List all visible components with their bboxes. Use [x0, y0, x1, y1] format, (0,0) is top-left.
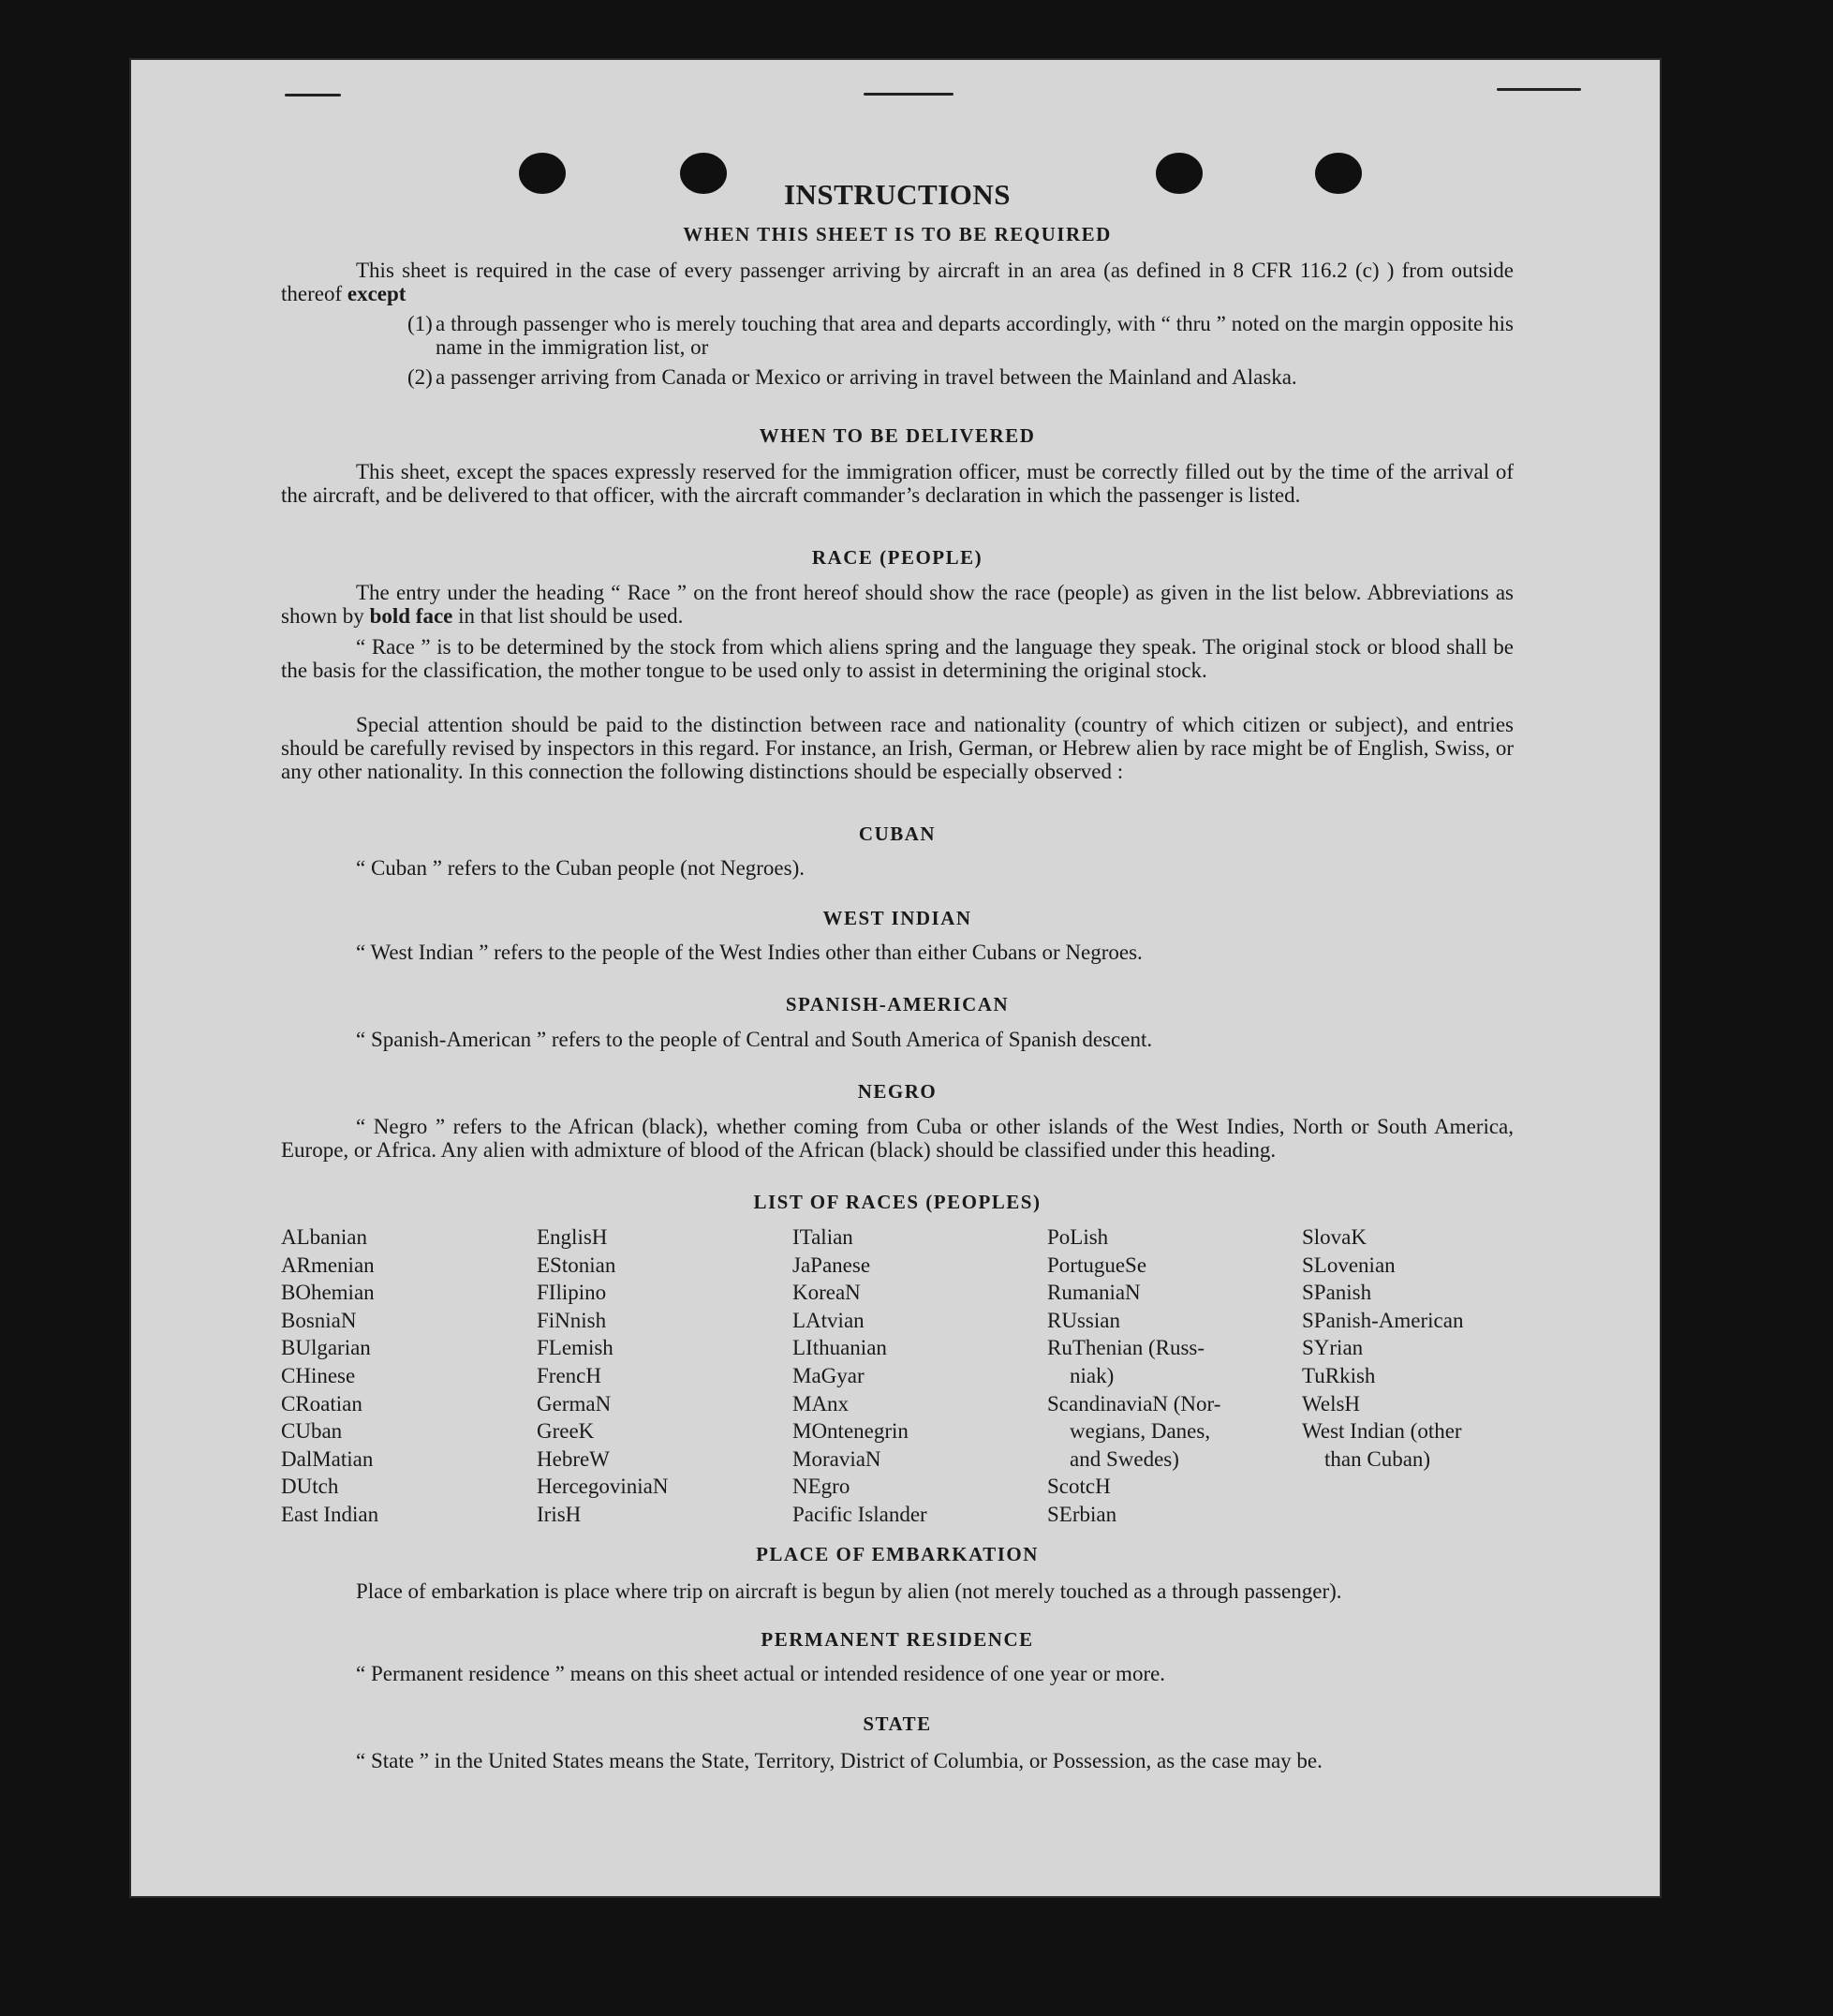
- race-entry: BUlgarian: [281, 1336, 371, 1360]
- race-entry: SYrian: [1302, 1336, 1364, 1360]
- race-entry: SlovaK: [1302, 1225, 1367, 1249]
- race-entry: SPanish-American: [1302, 1308, 1464, 1332]
- race-entry-continued: wegians, Danes,: [1070, 1419, 1211, 1444]
- race-entry: Pacific Islander: [792, 1502, 927, 1526]
- race-entry: ARmenian: [281, 1253, 375, 1277]
- race-entry: TuRkish: [1302, 1363, 1376, 1387]
- race-entry: EStonian: [537, 1253, 616, 1277]
- race-paragraph-3: Special attention should be paid to the distinction between race and nationality (country of which citizen or subject), and entries should be carefully revised by inspectors in this regard. For instance, an Irish, German, or Hebrew alien by race might be of English, Swiss, or any other nationality. In this connection the following distinctions should be especially observed :: [281, 713, 1514, 783]
- race-entry: JaPanese: [792, 1253, 871, 1277]
- race-entry: NEgro: [792, 1475, 850, 1499]
- required-intro-text: This sheet is required in the case of every passenger arriving by aircraft in an area (as defined in 8 CFR 116.2 (c) ) from outside thereof: [281, 259, 1514, 305]
- race-entry-continued: than Cuban): [1324, 1446, 1431, 1471]
- residence-text: “ Permanent residence ” means on this sheet actual or intended residence of one year or more.: [356, 1662, 1166, 1685]
- race-entry: EnglisH: [537, 1225, 608, 1249]
- race-entry: DalMatian: [281, 1446, 374, 1471]
- item-text: a passenger arriving from Canada or Mexico or arriving in travel between the Mainland and Alaska.: [436, 365, 1297, 389]
- race-entry: FLemish: [537, 1336, 613, 1360]
- race-entry: RuThenian (Russ-: [1047, 1336, 1205, 1360]
- race-entry: SLovenian: [1302, 1253, 1396, 1277]
- race-entry: BOhemian: [281, 1281, 375, 1305]
- races-column-2: [537, 1223, 669, 1529]
- race-entry: CUban: [281, 1419, 343, 1444]
- document-body: [281, 0, 1514, 2016]
- race-entry: IrisH: [537, 1502, 582, 1526]
- section-heading-embarkation: PLACE OF EMBARKATION: [756, 1543, 1039, 1565]
- race-entry: GermaN: [537, 1391, 612, 1416]
- race-entry: PortugueSe: [1047, 1253, 1147, 1277]
- race-p1-bold: bold face: [369, 604, 453, 628]
- race-entry: FrencH: [537, 1363, 601, 1387]
- section-heading-races-list: LIST OF RACES (PEOPLES): [753, 1191, 1042, 1213]
- section-heading-residence: PERMANENT RESIDENCE: [761, 1628, 1034, 1651]
- race-entry: MoraviaN: [792, 1446, 881, 1471]
- item-number: (1): [407, 312, 433, 335]
- required-intro-bold: except: [347, 282, 407, 305]
- race-entry: SPanish: [1302, 1281, 1372, 1305]
- race-entry: CHinese: [281, 1363, 356, 1387]
- section-heading-delivered: WHEN TO BE DELIVERED: [759, 424, 1036, 447]
- race-entry: ITalian: [792, 1225, 853, 1249]
- race-entry: GreeK: [537, 1419, 595, 1444]
- item-number: (2): [407, 365, 433, 389]
- race-entry: RumaniaN: [1047, 1281, 1141, 1305]
- race-entry: PoLish: [1047, 1225, 1109, 1249]
- section-heading-state: STATE: [863, 1712, 932, 1735]
- page-title: INSTRUCTIONS: [783, 178, 1011, 211]
- race-entry: DUtch: [281, 1475, 339, 1499]
- race-entry: CRoatian: [281, 1391, 362, 1416]
- race-paragraph-2: “ Race ” is to be determined by the stock from which aliens spring and the language they speak. The original stock or blood shall be the basis for the classification, the mother tongue to be used only to assist in determining the original stock.: [281, 635, 1514, 682]
- race-entry: LAtvian: [792, 1308, 865, 1332]
- race-entry: ScotcH: [1047, 1475, 1111, 1499]
- race-entry: RUssian: [1047, 1308, 1120, 1332]
- race-entry: FiNnish: [537, 1308, 607, 1332]
- race-entry: West Indian (other: [1302, 1419, 1462, 1444]
- west-indian-text: “ West Indian ” refers to the people of the West Indies other than either Cubans or Negroes.: [356, 941, 1143, 964]
- race-entry: HercegoviniaN: [537, 1475, 669, 1499]
- race-entry: MOntenegrin: [792, 1419, 909, 1444]
- race-entry: FIlipino: [537, 1281, 607, 1305]
- required-item: [407, 365, 1514, 389]
- race-paragraph-1: [281, 581, 1514, 628]
- section-heading-west-indian: WEST INDIAN: [822, 907, 972, 929]
- race-entry: MAnx: [792, 1391, 850, 1416]
- race-entry: MaGyar: [792, 1363, 865, 1387]
- section-heading-race: RACE (PEOPLE): [811, 546, 983, 569]
- races-column-4: [1047, 1223, 1220, 1529]
- race-entry: LIthuanian: [792, 1336, 887, 1360]
- race-p1-text-end: in that list should be used.: [458, 604, 684, 628]
- race-entry-continued: and Swedes): [1070, 1446, 1179, 1471]
- cuban-text: “ Cuban ” refers to the Cuban people (not Negroes).: [356, 856, 806, 880]
- item-text: a through passenger who is merely touching that area and departs accordingly, with “ thru ” noted on the margin opposite his name in the immigration list, or: [436, 312, 1514, 359]
- section-heading-cuban: CUBAN: [858, 823, 937, 845]
- race-entry-continued: niak): [1070, 1363, 1115, 1387]
- race-entry: East Indian: [281, 1502, 379, 1526]
- race-entry: ALbanian: [281, 1225, 367, 1249]
- delivered-text: This sheet, except the spaces expressly reserved for the immigration officer, must be correctly filled out by the time of the arrival of the aircraft, and be delivered to that officer, with the aircraft commander’s declaration in which the passenger is listed.: [281, 460, 1514, 507]
- negro-text: “ Negro ” refers to the African (black), whether coming from Cuba or other islands of the West Indies, North or South America, Europe, or Africa. Any alien with admixture of blood of the African (black) should be classified under this heading.: [281, 1115, 1514, 1162]
- race-entry: BosniaN: [281, 1308, 357, 1332]
- embarkation-text: Place of embarkation is place where trip on aircraft is begun by alien (not merely touched as a through passenger).: [356, 1579, 1342, 1603]
- races-column-5: [1302, 1223, 1463, 1473]
- race-entry: SErbian: [1047, 1502, 1117, 1526]
- section-heading-required: WHEN THIS SHEET IS TO BE REQUIRED: [683, 223, 1112, 245]
- state-text: “ State ” in the United States means the State, Territory, District of Columbia, or Possession, as the case may be.: [356, 1749, 1323, 1772]
- section-heading-spanish-american: SPANISH-AMERICAN: [785, 993, 1010, 1015]
- required-item: [407, 312, 1514, 359]
- race-p1-text: The entry under the heading “ Race ” on the front hereof should show the race (people) as given in the list below. Abbreviations as shown by: [281, 581, 1514, 628]
- spanish-american-text: “ Spanish-American ” refers to the people of Central and South America of Spanish descent.: [356, 1028, 1153, 1051]
- race-entry: ScandinaviaN (Nor-: [1047, 1391, 1221, 1416]
- section-heading-negro: NEGRO: [857, 1080, 938, 1103]
- race-entry: KoreaN: [792, 1281, 861, 1305]
- race-entry: HebreW: [537, 1446, 610, 1471]
- races-list: [281, 1223, 1514, 1526]
- races-column-3: [792, 1223, 927, 1529]
- required-intro: [281, 259, 1514, 305]
- race-entry: WelsH: [1302, 1391, 1361, 1416]
- races-column-1: [281, 1223, 378, 1529]
